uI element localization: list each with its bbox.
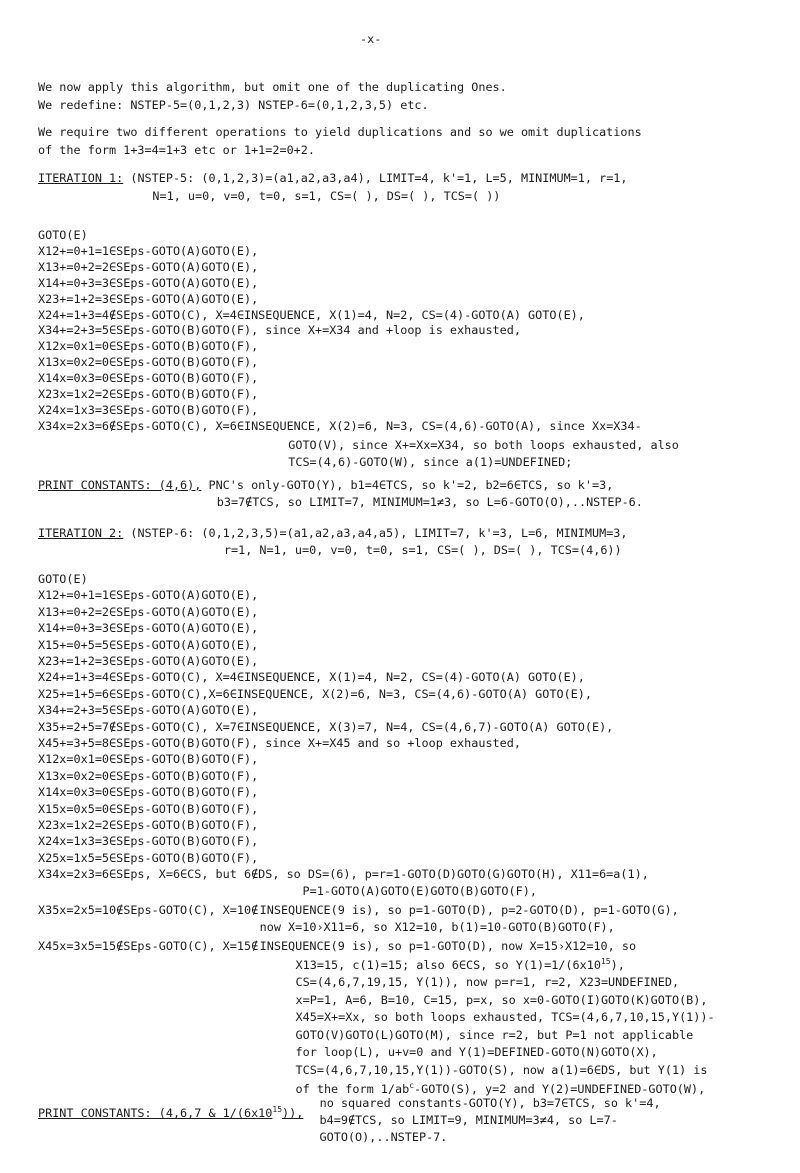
- text-span: x=P=1, A=6, B=10, C=15, p=x, so x=0-GOTO(I)GOTO(K)GOTO(B),: [295, 992, 708, 1007]
- x45-continuation: [260, 941, 636, 953]
- text-span: We redefine: NSTEP-5=(0,1,2,3) NSTEP-6=(0,1,2,3,5) etc.: [38, 98, 429, 112]
- x45-continuation: [296, 977, 680, 989]
- text-span: X45+=3+5=8∈SEps-GOTO(B)GOTO(F), since X+=X45 and so +loop exhausted,: [38, 736, 521, 750]
- text-span: X24+=1+3=4∈SEps-GOTO(C), X=4∈INSEQUENCE, X(1)=4, N=2, CS=(4)-GOTO(A) GOTO(E),: [38, 670, 585, 685]
- text-span: X25x=1x5=5∈SEps-GOTO(B)GOTO(F),: [38, 850, 259, 865]
- text-span: X35x=2x5=10∉SEps-GOTO(C), X=10∉: [38, 903, 259, 918]
- text-span: GOTO(O),..NSTEP-7.: [319, 1130, 448, 1145]
- iteration-2-step: [38, 768, 259, 783]
- text-span: X14+=0+3=3∈SEps-GOTO(A)GOTO(E),: [38, 621, 259, 636]
- iteration-2-step: [38, 869, 649, 881]
- text-span: P=1-GOTO(A)GOTO(E)GOTO(B)GOTO(F),: [302, 884, 537, 899]
- iteration-1-step: [38, 307, 585, 322]
- text-span: c: [409, 1081, 415, 1091]
- print-constants-2-cont: [320, 1115, 618, 1127]
- text-span: X13x=0x2=0∈SEps-GOTO(B)GOTO(F),: [38, 355, 259, 370]
- print-constants-2: [38, 1106, 303, 1120]
- text-span: X12+=0+1=1∈SEps-GOTO(A)GOTO(E),: [38, 243, 259, 258]
- text-span: X34+=2+3=5∈SEps-GOTO(A)GOTO(E),: [38, 703, 259, 718]
- print-constants-1-cont: [217, 497, 643, 509]
- text-span: GOTO(V)GOTO(L)GOTO(M), since r=2, but P=1 not applicable: [295, 1027, 694, 1042]
- text-span: X15+=0+5=5∈SEps-GOTO(A)GOTO(E),: [38, 637, 259, 652]
- iteration-2-header: [38, 528, 628, 540]
- iteration-2-step: [38, 801, 259, 816]
- text-span: X23x=1x2=2∈SEps-GOTO(B)GOTO(F),: [38, 387, 259, 401]
- text-span: TCS=(4,6,7,10,15,Y(1))-GOTO(S), now a(1)=6∈DS, but Y(1) is: [295, 1062, 708, 1077]
- text-span: X34x=2x3=6∉SEps-GOTO(C), X=6∈INSEQUENCE, X(2)=6, N=3, CS=(4,6)-GOTO(A), since Xx=X34-: [38, 418, 642, 433]
- text-span: X23+=1+2=3∈SEps-GOTO(A)GOTO(E),: [38, 291, 259, 306]
- print-constants-2-cont: [320, 1132, 448, 1144]
- iteration-1-step: [38, 291, 259, 306]
- iteration-1-continuation: [288, 454, 573, 469]
- iteration-1-step: [38, 259, 259, 274]
- x45-step: [38, 941, 258, 953]
- text-span: X24+=1+3=4∉SEps-GOTO(C), X=4∈INSEQUENCE, X(1)=4, N=2, CS=(4)-GOTO(A) GOTO(E),: [38, 307, 585, 322]
- iteration-2-step: [38, 787, 258, 799]
- text-span: X23+=1+2=3∈SEps-GOTO(A)GOTO(E),: [38, 654, 259, 668]
- text-span: GOTO(E): [38, 228, 88, 242]
- text-span: X14x=0x3=0∈SEps-GOTO(B)GOTO(F),: [38, 785, 259, 800]
- iteration-2-step: [38, 754, 258, 766]
- x35-step: [38, 905, 258, 917]
- iteration-1-step: [38, 418, 642, 433]
- text-span: X34+=2+3=5∈SEps-GOTO(B)GOTO(F), since X+=X34 and +loop is exhausted,: [38, 323, 521, 338]
- text-span: X13+=0+2=2∈SEps-GOTO(A)GOTO(E),: [38, 259, 259, 274]
- iteration-1-step: [38, 357, 258, 369]
- text-span: X34x=2x3=6∈SEps, X=6∈CS, but 6∉DS, so DS=(6), p=r=1-GOTO(D)GOTO(G)GOTO(H), X11=6=a(1),: [38, 867, 649, 882]
- text-span: -GOTO(S), y=2 and Y(2)=UNDEFINED-GOTO(W),: [414, 1082, 706, 1097]
- text-span: GOTO(E): [38, 572, 88, 586]
- text-span: X13=15, c(1)=15; also 6∈CS, so Y(1)=1/(6x10: [295, 958, 601, 973]
- text-span: 15: [272, 1105, 283, 1115]
- text-span: N=1, u=0, v=0, t=0, s=1, CS=( ), DS=( ), TCS=( )): [152, 189, 501, 203]
- text-span: for loop(L), u+v=0 and Y(1)=DEFINED-GOTO(N)GOTO(X),: [295, 1045, 658, 1060]
- iteration-2-step: [38, 836, 258, 848]
- text-span: PNC's only-GOTO(Y), b1=4∈TCS, so k'=2, b2=6∈TCS, so k'=3,: [201, 478, 614, 492]
- iteration-1-step: [38, 373, 258, 385]
- text-span: X25+=1+5=6∈SEps-GOTO(C),X=6∈INSEQUENCE, X(2)=6, N=3, CS=(4,6)-GOTO(A) GOTO(E),: [38, 686, 592, 701]
- x45-continuation: [296, 1012, 715, 1024]
- iteration-2-step: [38, 656, 258, 668]
- iteration-1-params: [152, 191, 500, 203]
- intro-line: [38, 100, 429, 112]
- text-span: (NSTEP-6: (0,1,2,3,5)=(a1,a2,a3,a4,a5), LIMIT=7, k'=3, L=6, MINIMUM=3,: [123, 526, 628, 540]
- iteration-2-step: [38, 637, 259, 652]
- text-span: X45=X+=Xx, so both loops exhausted, TCS=(4,6,7,10,15,Y(1))-: [295, 1010, 715, 1025]
- print-constants-1: [38, 480, 613, 492]
- text-span: TCS=(4,6)-GOTO(W), since a(1)=UNDEFINED;: [288, 454, 573, 469]
- text-span: of the form 1/ab: [295, 1082, 410, 1097]
- iteration-1-step: [38, 325, 521, 337]
- iteration-2-params: [224, 545, 622, 557]
- text-span: r=1, N=1, u=0, v=0, t=0, s=1, CS=( ), DS=( ), TCS=(4,6)): [223, 543, 622, 557]
- iteration-1-step: [38, 243, 259, 258]
- iteration-2-step: [38, 719, 614, 734]
- iteration-2-step: [38, 672, 585, 684]
- iteration-2-step: [38, 590, 258, 602]
- text-span: CS=(4,6,7,19,15, Y(1)), now p=r=1, r=2, X23=UNDEFINED,: [295, 975, 680, 990]
- iteration-1-step: [38, 402, 259, 417]
- text-span: PRINT CONSTANTS: (4,6,7 & 1/(6x10: [38, 1106, 273, 1121]
- iteration-2-step: [38, 686, 592, 701]
- intro-line: [38, 145, 315, 157]
- text-span: We now apply this algorithm, but omit one of the duplicating Ones.: [38, 80, 507, 94]
- text-span: X45x=3x5=15∉SEps-GOTO(C), X=15∉: [38, 939, 259, 954]
- text-span: X15x=0x5=0∈SEps-GOTO(B)GOTO(F),: [38, 801, 259, 816]
- text-span: now X=10›X11=6, so X12=10, b(1)=10-GOTO(B)GOTO(F),: [259, 920, 615, 935]
- iteration-1-step: [38, 275, 259, 290]
- text-span: no squared constants-GOTO(Y), b3=7∈TCS, so k'=4,: [312, 1096, 661, 1111]
- text-span: b3=7∉TCS, so LIMIT=7, MINIMUM=1≠3, so L=6-GOTO(O),..NSTEP-6.: [216, 495, 643, 509]
- text-span: X12x=0x1=0∈SEps-GOTO(B)GOTO(F),: [38, 339, 259, 354]
- text-span: ITERATION 1:: [38, 171, 124, 185]
- page-number: -x-: [360, 32, 382, 46]
- intro-line: [38, 127, 642, 139]
- text-span: GOTO(V), since X+=Xx=X34, so both loops exhausted, also: [288, 437, 679, 452]
- text-span: INSEQUENCE(9 is), so p=1-GOTO(D), p=2-GOTO(D), p=1-GOTO(G),: [259, 903, 679, 918]
- iteration-2-step: [38, 850, 259, 865]
- text-span: ),: [610, 958, 625, 973]
- x45-continuation: [296, 1047, 658, 1059]
- x34-continuation: [303, 886, 537, 898]
- text-span: X13+=0+2=2∈SEps-GOTO(A)GOTO(E),: [38, 604, 259, 619]
- iteration-2-step: [38, 738, 521, 750]
- text-span: X24x=1x3=3∈SEps-GOTO(B)GOTO(F),: [38, 834, 259, 849]
- text-span: PRINT CONSTANTS: (4,6),: [38, 478, 202, 492]
- text-span: X23x=1x2=2∈SEps-GOTO(B)GOTO(F),: [38, 818, 259, 832]
- text-span: )),: [282, 1106, 304, 1121]
- iteration-2-step: [38, 705, 258, 717]
- iteration-2-step: [38, 623, 258, 635]
- x35-continuation: [260, 905, 679, 917]
- text-span: X13x=0x2=0∈SEps-GOTO(B)GOTO(F),: [38, 768, 259, 783]
- text-span: (NSTEP-5: (0,1,2,3)=(a1,a2,a3,a4), LIMIT=4, k'=1, L=5, MINIMUM=1, r=1,: [123, 171, 628, 185]
- text-span: ITERATION 2:: [38, 526, 124, 540]
- iteration-2-step: [38, 604, 259, 619]
- text-span: X35+=2+5=7∉SEps-GOTO(C), X=7∈INSEQUENCE, X(3)=7, N=4, CS=(4,6,7)-GOTO(A) GOTO(E),: [38, 719, 614, 734]
- text-span: X14x=0x3=0∈SEps-GOTO(B)GOTO(F),: [38, 371, 259, 386]
- text-span: We require two different operations to yield duplications and so we omit duplications: [38, 125, 642, 139]
- x45-continuation: [295, 1062, 708, 1077]
- iteration-1-step: [38, 230, 88, 242]
- text-span: INSEQUENCE(9 is), so p=1-GOTO(D), now X=15›X12=10, so: [259, 939, 637, 954]
- text-span: 15: [600, 957, 611, 967]
- iteration-1-step: [38, 389, 258, 401]
- text-span: X12+=0+1=1∈SEps-GOTO(A)GOTO(E),: [38, 588, 259, 603]
- text-span: X12x=0x1=0∈SEps-GOTO(B)GOTO(F),: [38, 752, 259, 767]
- print-constants-2-cont: [313, 1098, 661, 1110]
- x45-continuation: [295, 992, 708, 1007]
- iteration-1-continuation: [288, 437, 679, 452]
- iteration-1-step: [38, 341, 258, 353]
- x45-continuation: [295, 1027, 694, 1042]
- iteration-2-step: [38, 574, 88, 586]
- text-span: X14+=0+3=3∈SEps-GOTO(A)GOTO(E),: [38, 275, 259, 290]
- intro-line: [38, 82, 507, 94]
- x35-continuation: [260, 922, 615, 934]
- text-span: of the form 1+3=4=1+3 etc or 1+1=2=0+2.: [38, 143, 315, 157]
- text-span: X24x=1x3=3∈SEps-GOTO(B)GOTO(F),: [38, 402, 259, 417]
- text-span: b4=9∉TCS, so LIMIT=9, MINIMUM=3≠4, so L=7-: [319, 1113, 618, 1128]
- x45-continuation: [296, 958, 625, 972]
- iteration-1-header: [38, 173, 628, 185]
- iteration-2-step: [38, 820, 258, 832]
- x45-continuation: [296, 1082, 706, 1096]
